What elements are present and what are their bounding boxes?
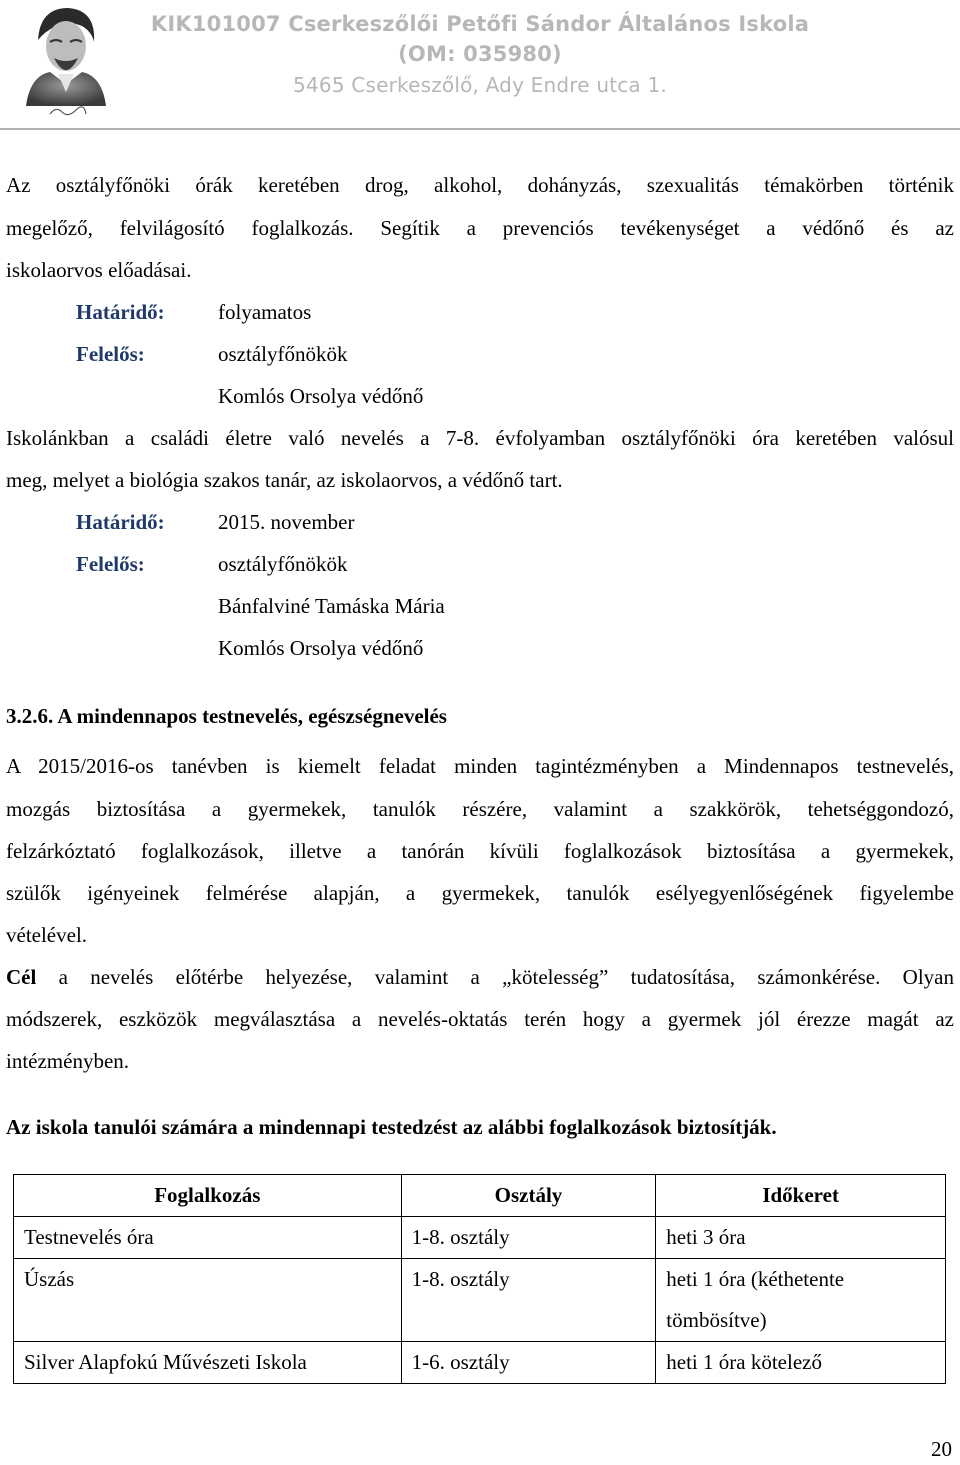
table-cell: heti 3 óra [656, 1217, 946, 1259]
para1-line3: iskolaorvos előadásai. [6, 258, 192, 282]
goal-label: Cél [6, 965, 37, 989]
activities-table [13, 1174, 946, 1384]
table-cell: Silver Alapfokú Művészeti Iskola [14, 1342, 402, 1384]
para3-line3: felzárkóztató foglalkozások, illetve a tanórán kívüli foglalkozások biztosítása a gyermekek, [6, 839, 954, 863]
table-row [14, 1342, 946, 1384]
section-heading: 3.2.6. A mindennapos testnevelés, egészségnevelés [6, 704, 447, 728]
para3-line1: A 2015/2016-os tanévben is kiemelt feladat minden tagintézményben a Mindennapos testnevelés, [6, 754, 954, 778]
para1-line1: Az osztályfőnöki órák keretében drog, alkohol, dohányzás, szexualitás témakörben történik [6, 173, 954, 197]
table-cell: 1-8. osztály [401, 1259, 656, 1342]
header-divider [0, 128, 960, 130]
table-row [14, 1217, 946, 1259]
page-number: 20 [931, 1437, 952, 1461]
table-header-row [14, 1175, 946, 1217]
deadline-value: folyamatos [218, 300, 312, 324]
deadline-value: 2015. november [218, 510, 355, 534]
page-header [0, 0, 960, 130]
para4-line1-text: a nevelés előtérbe helyezése, valamint a „kötelesség” tudatosítása, számonkérése. Olyan [36, 965, 954, 989]
table-cell: 1-8. osztály [401, 1217, 656, 1259]
table-cell: 1-6. osztály [401, 1342, 656, 1384]
table-header: Időkeret [656, 1175, 946, 1217]
para1-line2: megelőző, felvilágosító foglalkozás. Segítik a prevenciós tevékenységet a védőnő és az [6, 216, 954, 240]
bold-statement: Az iskola tanulói számára a mindennapi testedzést az alábbi foglalkozások biztosítják. [6, 1115, 777, 1139]
table-cell: heti 1 óra kötelező [656, 1342, 946, 1384]
responsible-value: osztályfőnökök [218, 342, 348, 366]
school-om-id: (OM: 035980) [398, 42, 562, 66]
responsible-label: Felelős: [76, 342, 145, 366]
school-address: 5465 Cserkeszőlő, Ady Endre utca 1. [293, 73, 667, 97]
responsible-value: osztályfőnökök [218, 552, 348, 576]
table-header: Osztály [401, 1175, 656, 1217]
petofi-portrait-logo [20, 2, 112, 120]
responsible-value: Komlós Orsolya védőnő [218, 636, 424, 660]
school-name: KIK101007 Cserkeszőlői Petőfi Sándor Általános Iskola [150, 12, 810, 36]
deadline-label: Határidő: [76, 300, 165, 324]
para4-line1 [6, 956, 954, 998]
table-cell: heti 1 óra (kéthetente tömbösítve) [656, 1259, 946, 1342]
para2-line1: Iskolánkban a családi életre való nevelés a 7-8. évfolyamban osztályfőnöki óra keretében valósul [6, 426, 954, 450]
table-header: Foglalkozás [14, 1175, 402, 1217]
para2-line2: meg, melyet a biológia szakos tanár, az iskolaorvos, a védőnő tart. [6, 468, 563, 492]
table-row [14, 1259, 946, 1342]
table-cell: Testnevelés óra [14, 1217, 402, 1259]
responsible-value: Komlós Orsolya védőnő [218, 384, 424, 408]
para3-line2: mozgás biztosítása a gyermekek, tanulók részére, valamint a szakkörök, tehetséggondozó, [6, 797, 954, 821]
responsible-value: Bánfalviné Tamáska Mária [218, 594, 445, 618]
para4-line2: módszerek, eszközök megválasztása a nevelés-oktatás terén hogy a gyermek jól érezze magát az [6, 1007, 954, 1031]
table-cell: Úszás [14, 1259, 402, 1342]
para3-line4: szülők igényeinek felmérése alapján, a gyermekek, tanulók esélyegyenlőségének figyelembe [6, 881, 954, 905]
responsible-label: Felelős: [76, 552, 145, 576]
para3-line5: vételével. [6, 923, 88, 947]
para4-line3: intézményben. [6, 1049, 130, 1073]
deadline-label: Határidő: [76, 510, 165, 534]
